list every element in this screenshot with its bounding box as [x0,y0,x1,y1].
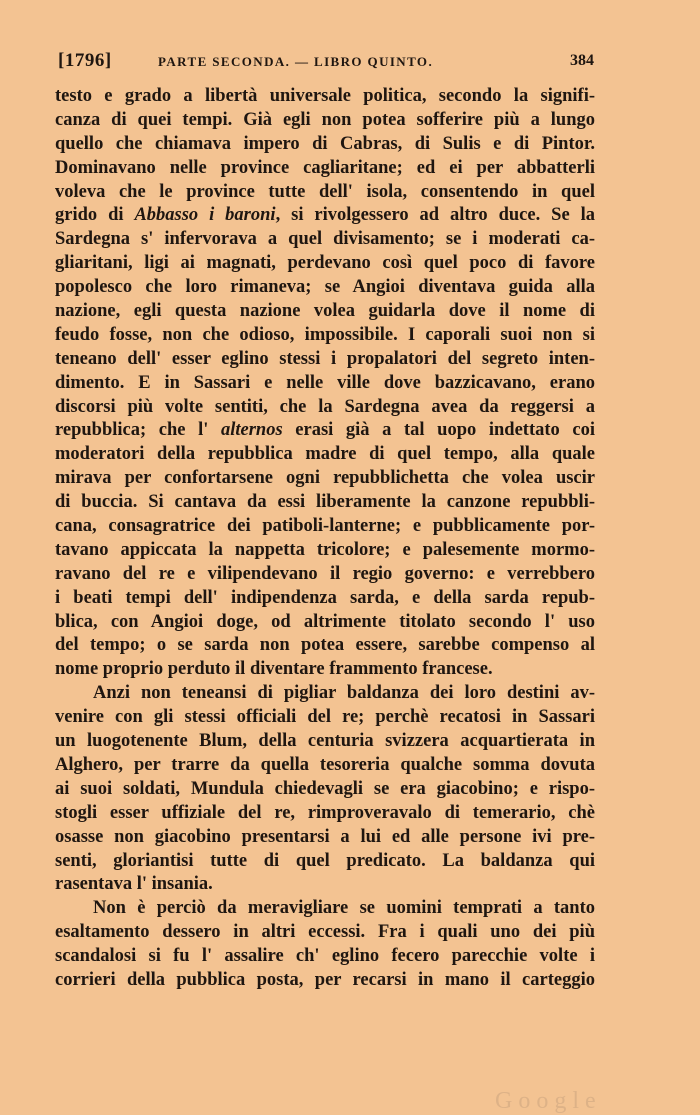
text-line: ravano del re e vilipendevano il regio governo: e verrebbero [55,563,595,584]
header-section-title: PARTE SECONDA. — LIBRO QUINTO. [158,54,434,69]
text-line: Non è perciò da meravigliare se uomini temprati a tanto [93,898,595,919]
text-segment: grido di [55,205,135,226]
text-line: Anzi non teneansi di pigliar baldanza dei loro destini av- [93,683,595,704]
text-line: teneano dell' esser eglino stessi i propalatori del segreto inten- [55,348,595,369]
running-head [58,50,594,76]
text-line: osasse non giacobino presentarsi a lui ed alle persone ivi pre- [55,826,595,847]
text-line: testo e grado a libertà universale politica, secondo la signifi- [55,86,595,106]
text-line: moderatori della repubblica madre di quel tempo, alla quale [55,444,595,465]
text-line: venire con gli stessi officiali del re; perchè recatosi in Sassari [55,707,595,728]
italic-phrase: Abbasso i baroni [134,205,276,226]
text-line [55,204,595,228]
text-line: nazione, egli questa nazione volea guidarla dove il nome di [55,301,595,322]
text-line: cana, consagratrice dei patiboli-lanterne; e pubblicamente por- [55,516,595,537]
text-line: senti, gloriantisi tutte di quel predicato. La baldanza qui [55,850,595,871]
text-line: discorsi più volte sentiti, che la Sardegna avea da reggersi a [55,396,595,417]
text-line: mirava per confortarsene ogni repubblichetta che volea uscir [55,468,595,489]
page-number: 384 [570,52,594,69]
text-segment: erasi già a tal uopo indettato coi [282,420,596,441]
text-line: nome proprio perduto il diventare frammento francese. [55,659,493,680]
text-segment: , si rivolgessero ad altro duce. Se la [275,205,595,226]
text-line: voleva che le province tutte dell' isola, consentendo in quel [55,181,595,202]
text-segment: repubblica; che l' [55,420,221,441]
text-line [55,419,595,443]
text-line: Dominavano nelle province cagliaritane; ed ei per abbatterli [55,157,595,178]
header-year: [1796] [58,50,112,71]
text-line: dimento. E in Sassari e nelle ville dove bazzicavano, erano [55,372,595,393]
text-line: ai suoi soldati, Mundula chiedevagli se era giacobino; e rispo- [55,778,595,799]
text-line: i beati tempi dell' indipendenza sarda, e della sarda repub- [55,587,595,608]
text-line: Sardegna s' infervorava a quel divisamento; se i moderati ca- [55,229,595,250]
watermark-logo: Google [495,1088,602,1114]
text-line: un luogotenente Blum, della centuria svizzera acquartierata in [55,731,595,752]
text-line: gliaritani, ligi ai magnati, perdevano così quel poco di favore [55,253,595,274]
text-line: canza di quei tempi. Già egli non potea sofferire più a lungo [55,109,595,130]
text-line: quello che chiamava impero di Cabras, di Sulis e di Pintor. [55,133,595,154]
italic-phrase: alternos [220,420,283,441]
text-line: Alghero, per trarre da quella tesoreria qualche somma dovuta [55,754,595,775]
text-line: stogli esser uffiziale del re, rimproveravalo di temerario, chè [55,802,595,823]
text-line: esaltamento dessero in altri eccessi. Fra i quali uno dei più [55,922,595,943]
text-line: popolesco che loro rimaneva; se Angioi diventava guida alla [55,277,595,298]
body-text [55,85,595,993]
text-line: rasentava l' insania. [55,874,213,895]
text-line: feudo fosse, non che odioso, impossibile. I caporali suoi non si [55,324,595,345]
text-line: scandalosi si fu l' assalire ch' eglino fecero parecchie volte i [55,946,595,967]
text-line: blica, con Angioi doge, od altrimente titolato secondo l' uso [55,611,595,632]
text-line: del tempo; o se sarda non potea essere, sarebbe compenso al [55,635,595,656]
text-line: tavano appiccata la nappetta tricolore; e palesemente mormo- [55,539,595,560]
text-line: corrieri della pubblica posta, per recarsi in mano il carteggio [55,969,595,990]
text-line: di buccia. Si cantava da essi liberamente la canzone repubbli- [55,492,595,513]
